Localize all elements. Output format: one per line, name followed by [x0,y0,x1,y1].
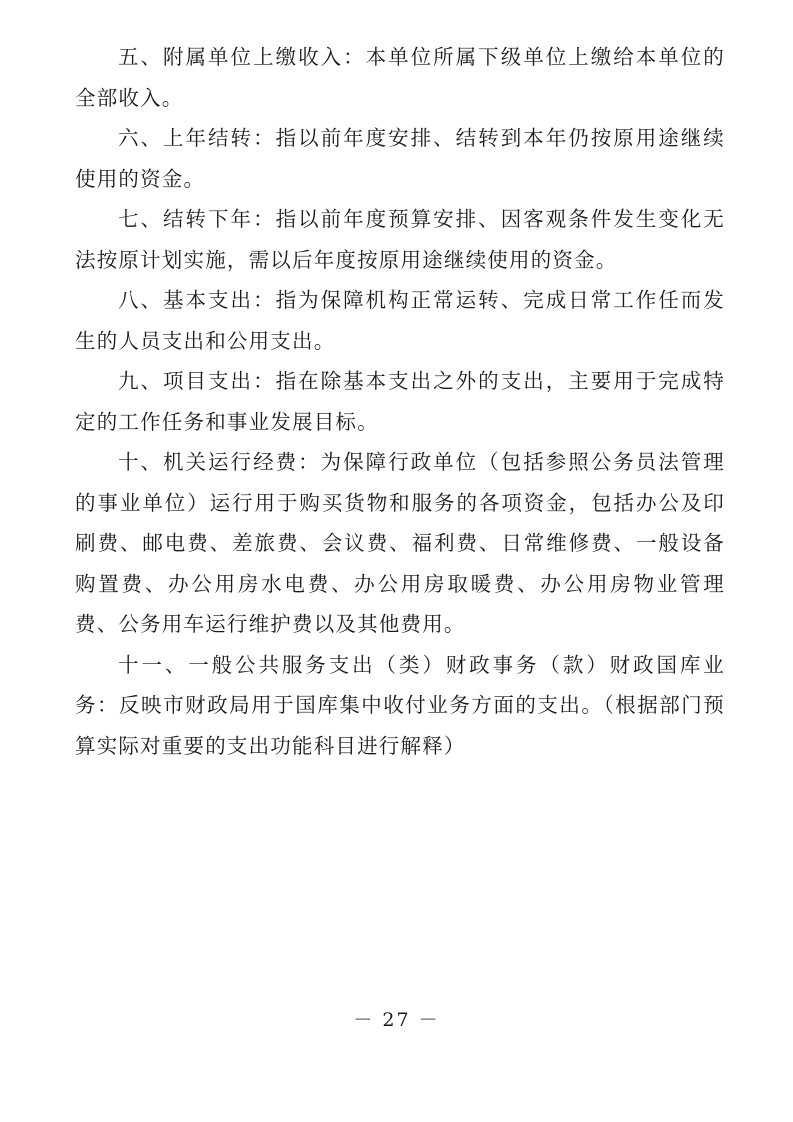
paragraph-carryover-next-year: 七、结转下年：指以前年度预算安排、因客观条件发生变化无法按原计划实施，需以后年度按原用途继续使用的资金。 [75,207,725,272]
paragraph-project-expenditure: 九、项目支出：指在除基本支出之外的支出，主要用于完成特定的工作任务和事业发展目标。 [75,369,725,434]
page-number: － 27 － [353,1009,440,1031]
paragraph-operating-expenses: 十、机关运行经费：为保障行政单位（包括参照公务员法管理的事业单位）运行用于购买货物和服务的各项资金，包括办公及印刷费、邮电费、差旅费、会议费、福利费、日常维修费、一般设备购置费、办公用房水电费、办公用房取暖费、办公用房物业管理费、公务用车运行维护费以及其他费用。 [75,450,725,636]
paragraph-prior-year-carryover: 六、上年结转：指以前年度安排、结转到本年仍按原用途继续使用的资金。 [75,126,725,191]
paragraph-basic-expenditure: 八、基本支出：指为保障机构正常运转、完成日常工作任而发生的人员支出和公用支出。 [75,288,725,353]
paragraph-subsidiary-revenue: 五、附属单位上缴收入：本单位所属下级单位上缴给本单位的全部收入。 [75,45,725,110]
document-body [75,37,725,766]
paragraph-treasury-business: 十一、一般公共服务支出（类）财政事务（款）财政国库业务：反映市财政局用于国库集中收付业务方面的支出。（根据部门预算实际对重要的支出功能科目进行解释） [75,652,725,758]
